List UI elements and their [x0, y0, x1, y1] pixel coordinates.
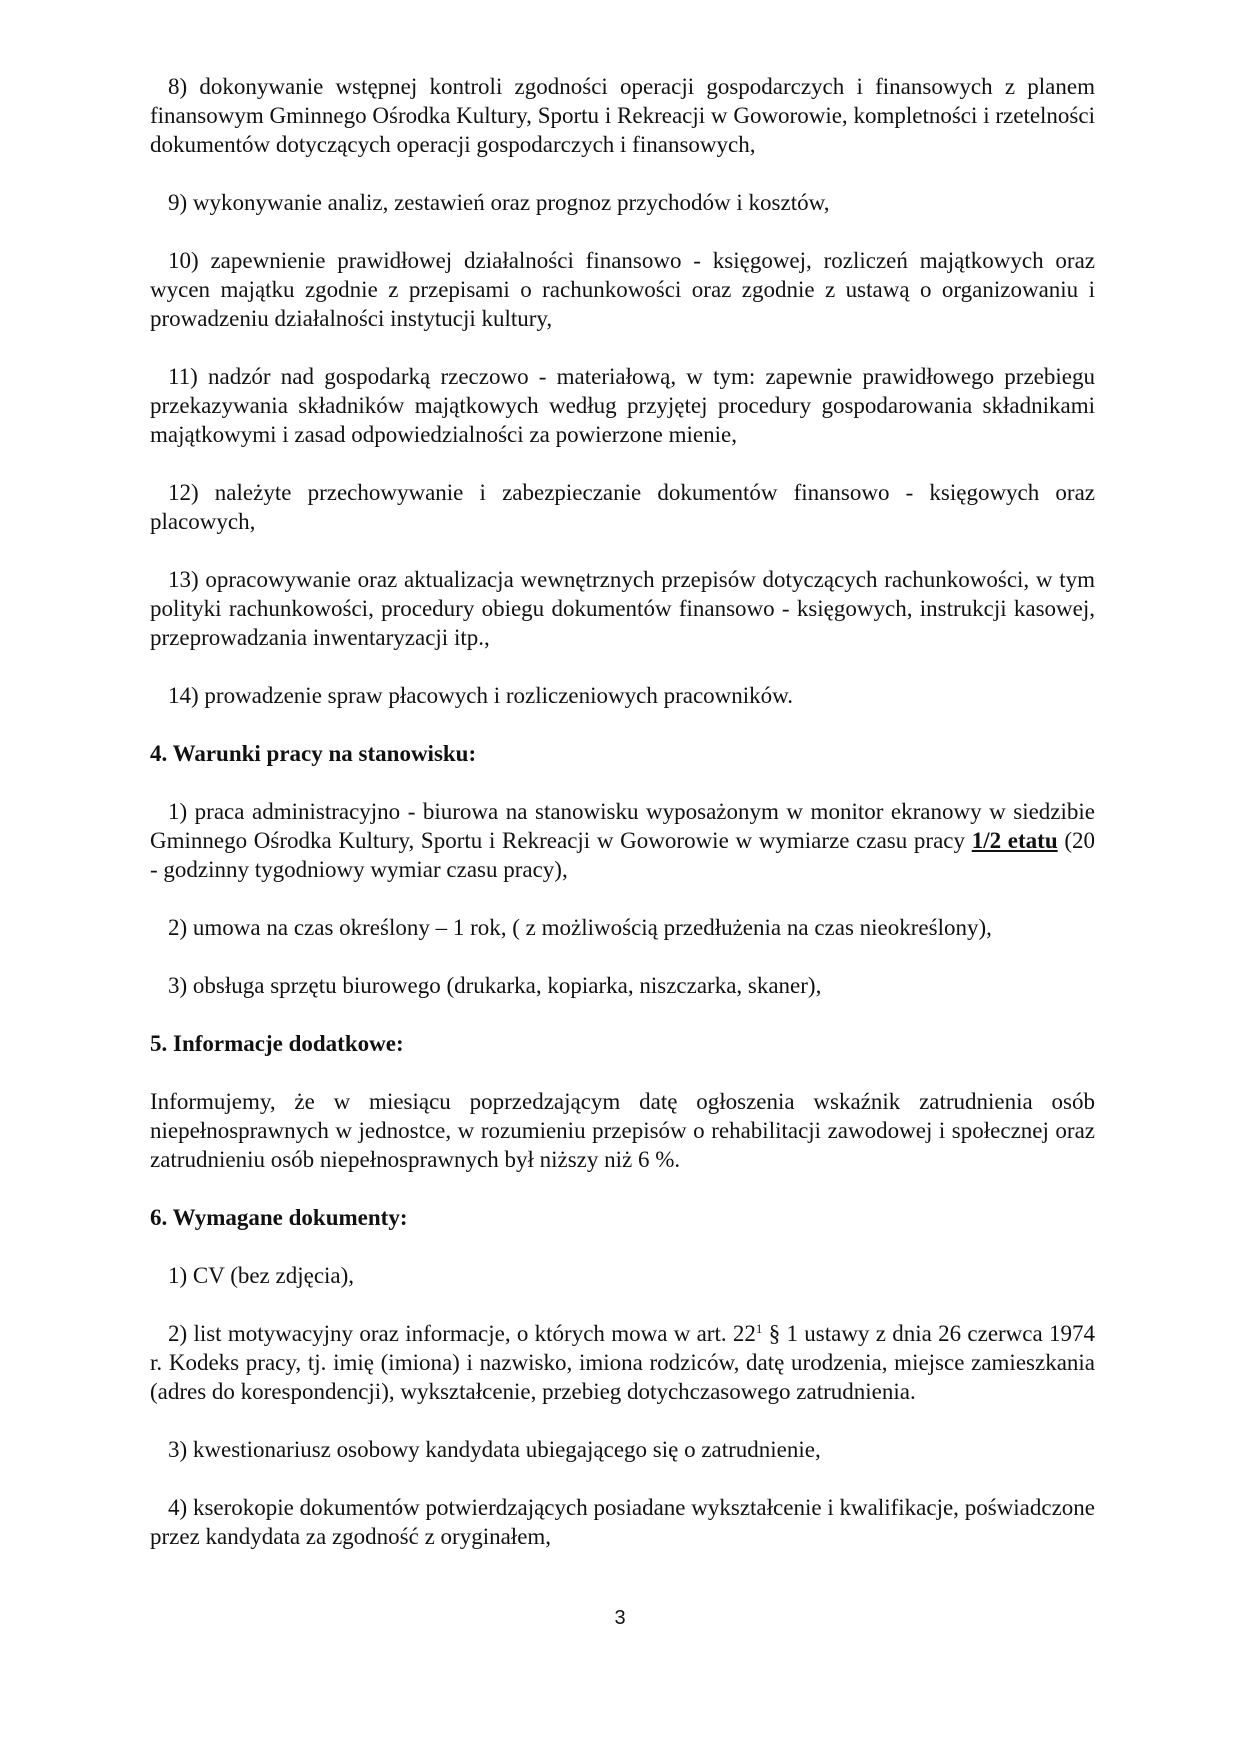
work-condition-item-2: 2) umowa na czas określony – 1 rok, ( z możliwością przedłużenia na czas nieokreślony),: [168, 915, 992, 940]
required-document-item-2: [150, 1319, 1095, 1406]
work-condition-item-1-text-end: (20 - godzinny tygodniowy wymiar czasu pracy),: [150, 828, 1095, 882]
required-document-item-3: 3) kwestionariusz osobowy kandydata ubiegającego się o zatrudnienie,: [168, 1437, 821, 1462]
page-number: 3: [614, 1607, 626, 1629]
duty-item-12: 12) należyte przechowywanie i zabezpieczanie dokumentów finansowo - księgowych oraz placowych,: [150, 480, 1095, 534]
required-document-item-1: 1) CV (bez zdjęcia),: [168, 1263, 355, 1288]
additional-info-text: Informujemy, że w miesiącu poprzedzającym datę ogłoszenia wskaźnik zatrudnienia osób niepełnosprawnych w jednostce, w rozumieniu przepisów o rehabilitacji zawodowej i społecznej oraz zatrudnieniu osób niepełnosprawnych był niższy niż 6 %.: [150, 1089, 1095, 1172]
work-condition-item-3: 3) obsługa sprzętu biurowego (drukarka, kopiarka, niszczarka, skaner),: [168, 973, 822, 998]
work-condition-item-1-text: 1) praca administracyjno - biurowa na stanowisku wyposażonym w monitor ekranowy w siedzibie Gminnego Ośrodka Kultury, Sportu i Rekreacji w Goworowie w wymiarze czasu pracy: [150, 799, 1095, 853]
duty-item-9: 9) wykonywanie analiz, zestawień oraz prognoz przychodów i kosztów,: [168, 190, 830, 215]
required-document-item-2-text-end: § 1 ustawy z dnia 26 czerwca 1974 r. Kodeks pracy, tj. imię (imiona) i nazwisko, imiona rodziców, datę urodzenia, miejsce zamieszkania (adres do korespondencji), wykształcenie, przebieg dotychczasowego zatrudnienia.: [150, 1321, 1095, 1404]
duty-item-11: 11) nadzór nad gospodarką rzeczowo - materiałową, w tym: zapewnie prawidłowego przebiegu przekazywania składników majątkowych według przyjętej procedury gospodarowania składnikami majątkowymi i zasad odpowiedzialności za powierzone mienie,: [150, 364, 1095, 447]
section-5-heading: 5. Informacje dodatkowe:: [150, 1031, 404, 1056]
duty-item-13: 13) opracowywanie oraz aktualizacja wewnętrznych przepisów dotyczących rachunkowości, w tym polityki rachunkowości, procedury obiegu dokumentów finansowo - księgowych, instrukcji kasowej, przeprowadzania inwentaryzacji itp.,: [150, 567, 1095, 650]
page-content: [150, 72, 1095, 1580]
work-condition-item-1: [150, 797, 1095, 884]
section-4-heading: 4. Warunki pracy na stanowisku:: [150, 741, 477, 766]
duty-item-8: 8) dokonywanie wstępnej kontroli zgodności operacji gospodarczych i finansowych z planem finansowym Gminnego Ośrodka Kultury, Sportu i Rekreacji w Goworowie, kompletności i rzetelności dokumentów dotyczących operacji gospodarczych i finansowych,: [150, 74, 1095, 157]
section-6-heading: 6. Wymagane dokumenty:: [150, 1205, 408, 1230]
duty-item-14: 14) prowadzenie spraw płacowych i rozliczeniowych pracowników.: [168, 683, 794, 708]
required-document-item-2-text: 2) list motywacyjny oraz informacje, o których mowa w art. 22: [168, 1321, 756, 1346]
duty-item-10: 10) zapewnienie prawidłowej działalności finansowo - księgowej, rozliczeń majątkowych oraz wycen majątku zgodnie z przepisami o rachunkowości oraz zgodnie z ustawą o organizowaniu i prowadzeniu działalności instytucji kultury,: [150, 248, 1095, 331]
required-document-item-4: 4) kserokopie dokumentów potwierdzających posiadane wykształcenie i kwalifikacje, poświadczone przez kandydata za zgodność z oryginałem,: [150, 1495, 1095, 1549]
workload-emphasis: 1/2 etatu: [971, 828, 1058, 853]
article-superscript: 1: [755, 1321, 763, 1336]
